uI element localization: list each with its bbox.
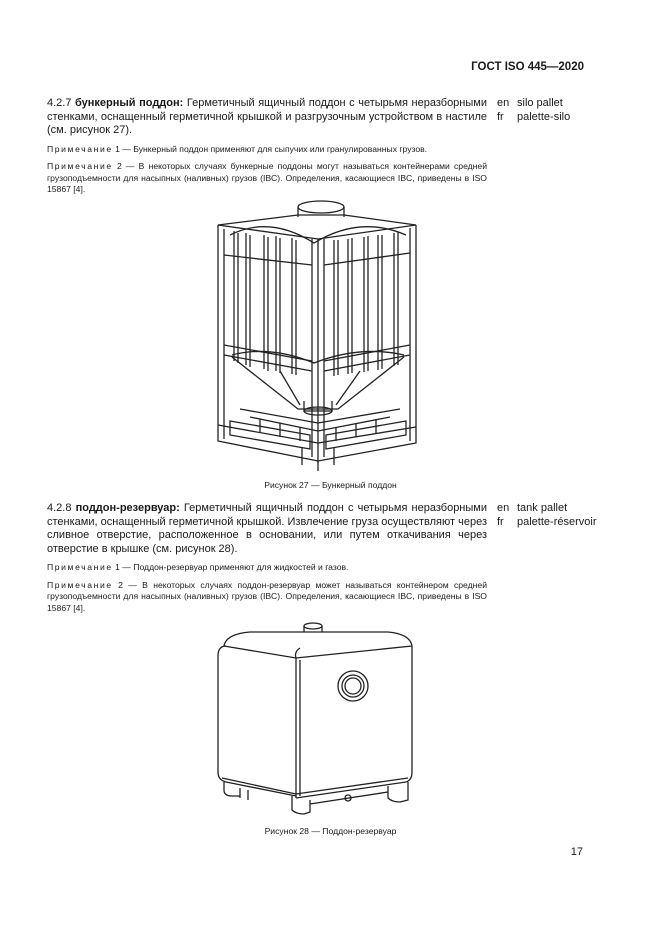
term-name: бункерный поддон: — [75, 97, 184, 109]
silo-pallet-illustration — [210, 195, 430, 475]
note-label: Примечание — [47, 143, 113, 154]
note-1 — [47, 562, 487, 573]
page-number: 17 — [570, 846, 583, 858]
note-text: 2 — В некоторых случаях бункерные поддоны могут называться контейнерами средней грузоподъемности для насыпных (наливных) грузов (IBC). Определения, касающиеся IBC, приведены в ISO 15867 [4]. — [47, 161, 487, 194]
figure-28-caption: Рисунок 28 — Поддон-резервуар — [264, 826, 397, 836]
note-text: 1 — Бункерный поддон применяют для сыпучих или гранулированных грузов. — [115, 143, 428, 154]
term-number: 4.2.8 — [47, 502, 72, 514]
note-1 — [47, 144, 487, 155]
term-entry-tank-pallet — [47, 502, 487, 614]
term-name: поддон-резервуар: — [75, 502, 180, 514]
equivalent-fr: fr palette-réservoir — [497, 515, 597, 528]
note-text: 1 — Поддон-резервуар применяют для жидкостей и газов. — [115, 562, 349, 573]
term-entry-silo-pallet — [47, 97, 487, 195]
tank-pallet-illustration — [210, 620, 420, 816]
note-label: Примечание — [47, 562, 113, 573]
note-2 — [47, 580, 487, 614]
equivalent-fr: fr palette-silo — [497, 110, 571, 123]
term-equivalents-silo — [497, 97, 617, 124]
note-label: Примечание — [47, 161, 113, 172]
note-text: 2 — В некоторых случаях поддон-резервуар может называться контейнером средней грузоподъемности для насыпных (наливных) грузов (IBC). Определения, касающиеся IBC, приведены в ISO 15867 [4]. — [47, 579, 487, 613]
equivalent-en: en tank pallet — [497, 502, 568, 514]
term-definition — [47, 502, 487, 556]
term-definition — [47, 97, 487, 138]
standard-designation: ГОСТ ISO 445—2020 — [471, 61, 584, 73]
term-definition-text: Герметичный ящичный поддон с четырьмя неразборными стенками, оснащенный герметичной крышкой. Извлечение груза осуществляют через сливное отверстие, расположенное в основании, или путем откачивания через отверстие в крышке (см. рисунок 28). — [47, 502, 487, 555]
note-label: Примечание — [47, 579, 113, 590]
term-equivalents-tank — [497, 502, 617, 529]
note-2 — [47, 161, 487, 195]
equivalent-en: en silo pallet — [497, 97, 563, 109]
figure-27-caption: Рисунок 27 — Бункерный поддон — [264, 480, 397, 490]
term-definition-text: Герметичный ящичный поддон с четырьмя неразборными стенками, оснащенный герметичной крышкой и разгрузочным устройством в настиле (см. рисунок 27). — [47, 97, 487, 137]
term-number: 4.2.7 — [47, 97, 72, 109]
